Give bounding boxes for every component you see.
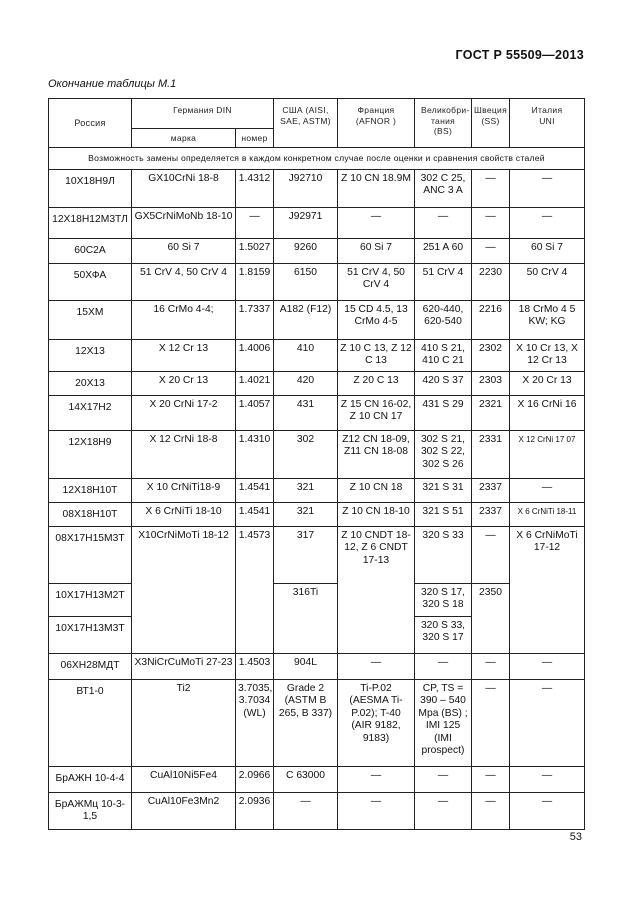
table-cell-din-number: 1.4503 <box>236 653 274 679</box>
table-cell-uk: — <box>415 792 472 829</box>
table-cell-sweden: — <box>472 792 510 829</box>
table-cell-france: Z12 CN 18-09, Z11 CN 18-08 <box>338 430 415 478</box>
table-cell-usa: 9260 <box>274 238 338 263</box>
table-cell-din-number: 1.5027 <box>236 238 274 263</box>
table-cell-din-number: 1.4021 <box>236 371 274 395</box>
table-cell-din-number: 1.8159 <box>236 263 274 300</box>
table-cell-usa: J92971 <box>274 207 338 238</box>
table-cell-din-grade: X 20 Cr 13 <box>132 371 236 395</box>
table-cell-din-number: 1.4541 <box>236 502 274 526</box>
table-caption: Окончание таблицы М.1 <box>48 78 177 90</box>
table-cell-russia: БрАЖН 10-4-4 <box>49 766 132 792</box>
table-cell-russia: 12Х18Н12М3ТЛ <box>49 207 132 238</box>
table-cell-italy: — <box>510 169 585 207</box>
table-cell-din-grade: X 20 CrNi 17-2 <box>132 395 236 430</box>
table-cell-din-number: — <box>236 207 274 238</box>
table-row <box>49 653 585 679</box>
table-cell-din-grade: CuAl10Fe3Mn2 <box>132 792 236 829</box>
col-header-din-number: номер <box>236 129 274 148</box>
table-cell-russia: 08Х18Н10Т <box>49 502 132 526</box>
table-cell-russia: БрАЖМц 10-3-1,5 <box>49 792 132 829</box>
table-cell-uk: 321 S 51 <box>415 502 472 526</box>
table-cell-din-number: 2.0936 <box>236 792 274 829</box>
table-row <box>49 679 585 766</box>
table-cell-italy: X 6 CrNiMoTi 17-12 <box>510 526 585 653</box>
table-cell-france: Z 20 C 13 <box>338 371 415 395</box>
table-cell-uk: — <box>415 207 472 238</box>
table-cell-usa: J92710 <box>274 169 338 207</box>
table-cell-sweden: 2216 <box>472 300 510 339</box>
table-row <box>49 263 585 300</box>
table-row <box>49 478 585 502</box>
table-cell-uk: 431 S 29 <box>415 395 472 430</box>
table-cell-france: Z 10 CN 18 <box>338 478 415 502</box>
table-cell-france: — <box>338 766 415 792</box>
table-cell-din-number: 1.4541 <box>236 478 274 502</box>
table-cell-sweden: — <box>472 169 510 207</box>
table-cell-sweden: 2331 <box>472 430 510 478</box>
table-cell-usa: 316Ti <box>274 583 338 653</box>
table-cell-uk: 410 S 21, 410 C 21 <box>415 339 472 371</box>
table-row <box>49 169 585 207</box>
table-cell-russia: 12Х18Н10Т <box>49 478 132 502</box>
table-cell-russia: 12Х18Н9 <box>49 430 132 478</box>
table-cell-russia: 06ХН28МДТ <box>49 653 132 679</box>
table-cell-italy: X 20 Cr 13 <box>510 371 585 395</box>
table-row <box>49 207 585 238</box>
table-cell-usa: 321 <box>274 502 338 526</box>
table-cell-din-number: 1.4006 <box>236 339 274 371</box>
table-cell-sweden: 2321 <box>472 395 510 430</box>
table-cell-usa: C 63000 <box>274 766 338 792</box>
table-cell-uk: 320 S 17, 320 S 18 <box>415 583 472 616</box>
col-header-usa: США (AISI, SAE, ASTM) <box>274 99 338 148</box>
table-cell-uk: 302 C 25, ANC 3 A <box>415 169 472 207</box>
table-cell-france: — <box>338 207 415 238</box>
table-cell-usa: A182 (F12) <box>274 300 338 339</box>
table-cell-usa: — <box>274 792 338 829</box>
table-cell-france: — <box>338 792 415 829</box>
table-cell-uk: CP, TS = 390 – 540 Mpa (BS) ; IMI 125 (IMI prospect) <box>415 679 472 766</box>
table-cell-sweden: 2337 <box>472 502 510 526</box>
table-cell-france: Z 10 CN 18.9M <box>338 169 415 207</box>
table-cell-france: 51 CrV 4, 50 CrV 4 <box>338 263 415 300</box>
table-cell-din-number: 1.4312 <box>236 169 274 207</box>
table-cell-italy: — <box>510 653 585 679</box>
table-cell-russia: ВТ1-0 <box>49 679 132 766</box>
table-cell-uk: 620-440, 620-540 <box>415 300 472 339</box>
table-row <box>49 430 585 478</box>
table-cell-france: — <box>338 653 415 679</box>
col-header-sweden: Швеция (SS) <box>472 99 510 148</box>
table-cell-russia: 10Х17Н13М3Т <box>49 616 132 653</box>
table-cell-sweden: — <box>472 238 510 263</box>
table-cell-sweden: — <box>472 766 510 792</box>
table-cell-usa: 6150 <box>274 263 338 300</box>
table-cell-uk: 51 CrV 4 <box>415 263 472 300</box>
table-row <box>49 371 585 395</box>
table-row <box>49 766 585 792</box>
table-cell-din-grade: X 12 CrNi 18-8 <box>132 430 236 478</box>
table-cell-france: Z 15 CN 16-02, Z 10 CN 17 <box>338 395 415 430</box>
table-cell-italy: — <box>510 766 585 792</box>
table-cell-france: Ti-P.02 (AESMA Ti-P.02); T-40 (AIR 9182, 9183) <box>338 679 415 766</box>
table-cell-france: Z 10 CN 18-10 <box>338 502 415 526</box>
table-cell-uk: 420 S 37 <box>415 371 472 395</box>
table-cell-uk: 321 S 31 <box>415 478 472 502</box>
table-cell-sweden: — <box>472 653 510 679</box>
table-cell-italy: — <box>510 679 585 766</box>
page-number: 53 <box>569 831 582 843</box>
table-cell-sweden: — <box>472 207 510 238</box>
table-cell-sweden: 2303 <box>472 371 510 395</box>
table-cell-sweden: 2337 <box>472 478 510 502</box>
table-cell-italy: X 16 CrNi 16 <box>510 395 585 430</box>
table-note: Возможность замены определяется в каждом конкретном случае после оценки и сравнения свойств сталей <box>49 148 585 170</box>
table-cell-usa: 321 <box>274 478 338 502</box>
table-row <box>49 339 585 371</box>
table-cell-usa: 410 <box>274 339 338 371</box>
table-cell-din-grade: CuAl10Ni5Fe4 <box>132 766 236 792</box>
table-cell-russia: 60С2А <box>49 238 132 263</box>
table-cell-usa: 904L <box>274 653 338 679</box>
table-cell-russia: 14Х17Н2 <box>49 395 132 430</box>
table-cell-din-grade: X 12 Cr 13 <box>132 339 236 371</box>
table-cell-usa: 420 <box>274 371 338 395</box>
table-cell-sweden: 2350 <box>472 583 510 653</box>
table-cell-din-grade: 60 Si 7 <box>132 238 236 263</box>
table-cell-france: Z 10 CNDT 18-12, Z 6 CNDT 17-13 <box>338 526 415 653</box>
table-cell-din-grade: X 6 CrNiTi 18-10 <box>132 502 236 526</box>
table-cell-italy: — <box>510 792 585 829</box>
table-cell-italy: — <box>510 478 585 502</box>
table-row <box>49 792 585 829</box>
table-cell-russia: 10Х17Н13М2Т <box>49 583 132 616</box>
table-cell-sweden: 2302 <box>472 339 510 371</box>
table-cell-uk: — <box>415 766 472 792</box>
table-cell-russia: 20Х13 <box>49 371 132 395</box>
table-cell-sweden: — <box>472 526 510 583</box>
table-cell-din-grade: X3NiCrCuMoTi 27-23 <box>132 653 236 679</box>
standard-designation: ГОСТ Р 55509—2013 <box>455 48 584 62</box>
table-cell-italy: 50 CrV 4 <box>510 263 585 300</box>
steel-equivalents-table <box>48 98 585 830</box>
col-header-din-grade: марка <box>132 129 236 148</box>
table-cell-uk: 302 S 21, 302 S 22, 302 S 26 <box>415 430 472 478</box>
col-header-germany: Германия DIN <box>132 99 274 129</box>
table-cell-din-grade: 51 CrV 4, 50 CrV 4 <box>132 263 236 300</box>
col-header-uk: Великобри-тания (BS) <box>415 99 472 148</box>
table-cell-uk: — <box>415 653 472 679</box>
table-cell-italy: 60 Si 7 <box>510 238 585 263</box>
table-cell-uk: 320 S 33, 320 S 17 <box>415 616 472 653</box>
table-cell-sweden: — <box>472 679 510 766</box>
table-cell-italy: X 6 CrNiTi 18-11 <box>510 502 585 526</box>
table-cell-france: Z 10 C 13, Z 12 C 13 <box>338 339 415 371</box>
table-cell-din-grade: GX10CrNi 18-8 <box>132 169 236 207</box>
table-cell-russia: 12Х13 <box>49 339 132 371</box>
table-row <box>49 395 585 430</box>
table-cell-din-grade: X10CrNiMoTi 18-12 <box>132 526 236 653</box>
table-cell-france: 60 Si 7 <box>338 238 415 263</box>
table-cell-italy: X 12 CrNi 17 07 <box>510 430 585 478</box>
table-cell-russia: 50ХФА <box>49 263 132 300</box>
table-cell-usa: 302 <box>274 430 338 478</box>
table-cell-uk: 320 S 33 <box>415 526 472 583</box>
table-cell-usa: 431 <box>274 395 338 430</box>
table-cell-din-number: 1.4057 <box>236 395 274 430</box>
table-cell-italy: X 10 Cr 13, X 12 Cr 13 <box>510 339 585 371</box>
table-cell-din-grade: 16 CrMo 4-4; <box>132 300 236 339</box>
table-cell-din-grade: X 10 CrNiTi18-9 <box>132 478 236 502</box>
table-cell-din-number: 1.4573 <box>236 526 274 653</box>
table-cell-din-grade: Ti2 <box>132 679 236 766</box>
table-cell-din-number: 2.0966 <box>236 766 274 792</box>
table-row <box>49 238 585 263</box>
table-cell-russia: 08Х17Н15М3Т <box>49 526 132 583</box>
table-cell-france: 15 CD 4.5, 13 CrMo 4-5 <box>338 300 415 339</box>
table-cell-din-grade: GX5CrNiMoNb 18-10 <box>132 207 236 238</box>
col-header-russia: Россия <box>49 99 132 148</box>
table-row <box>49 502 585 526</box>
table-cell-italy: — <box>510 207 585 238</box>
table-cell-russia: 15ХМ <box>49 300 132 339</box>
table-cell-usa: 317 <box>274 526 338 583</box>
col-header-france: Франция (AFNOR ) <box>338 99 415 148</box>
table-cell-din-number: 1.7337 <box>236 300 274 339</box>
table-cell-din-number: 3.7035, 3.7034 (WL) <box>236 679 274 766</box>
table-cell-italy: 18 CrMo 4 5 KW; KG <box>510 300 585 339</box>
table-cell-sweden: 2230 <box>472 263 510 300</box>
table-cell-din-number: 1.4310 <box>236 430 274 478</box>
table-row <box>49 300 585 339</box>
table-cell-uk: 251 A 60 <box>415 238 472 263</box>
table-cell-usa: Grade 2 (ASTM B 265, B 337) <box>274 679 338 766</box>
col-header-italy: Италия UNI <box>510 99 585 148</box>
table-cell-russia: 10Х18Н9Л <box>49 169 132 207</box>
